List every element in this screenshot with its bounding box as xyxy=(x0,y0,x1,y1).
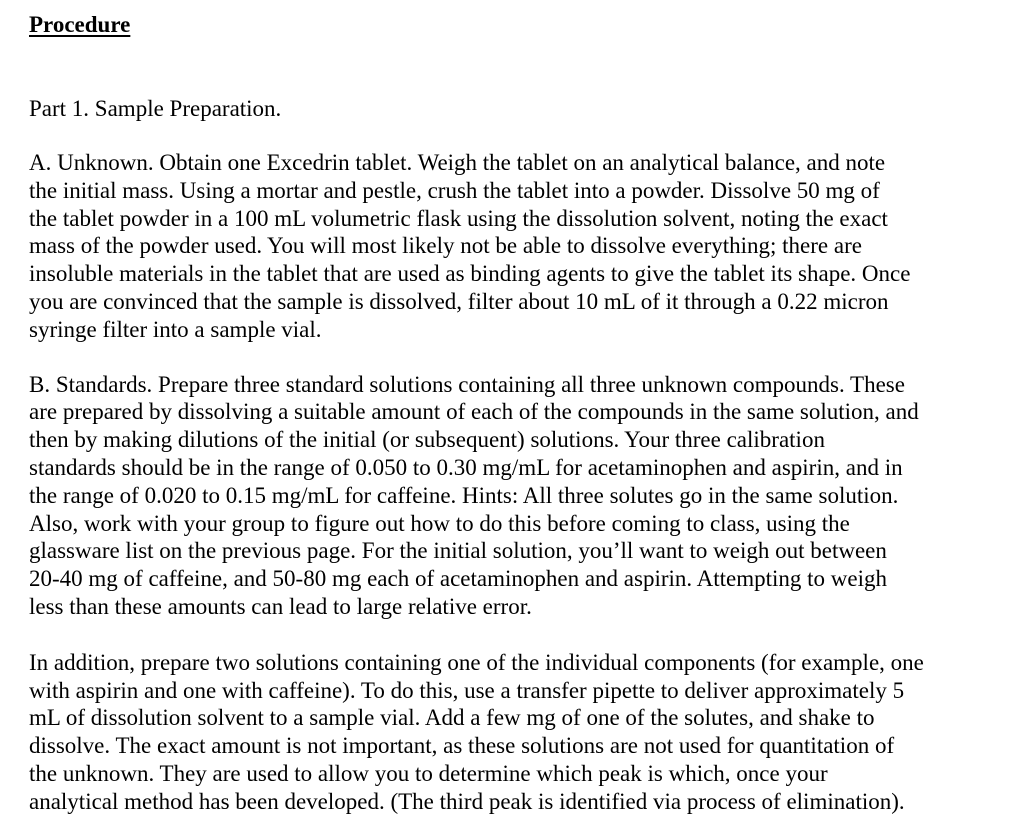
part-1-title: Part 1. Sample Preparation. xyxy=(29,96,282,121)
paragraph-line: glassware list on the previous page. For the initial solution, you’ll want to weigh out between xyxy=(29,538,887,564)
paragraph-line: 20-40 mg of caffeine, and 50-80 mg each of acetaminophen and aspirin. Attempting to weigh xyxy=(29,566,887,592)
paragraph-line: Also, work with your group to figure out how to do this before coming to class, using the xyxy=(29,510,850,536)
paragraph-line: the unknown. They are used to allow you to determine which peak is which, once your xyxy=(29,760,828,786)
paragraph-line: less than these amounts can lead to large relative error. xyxy=(29,593,532,619)
paragraph-line: then by making dilutions of the initial (or subsequent) solutions. Your three calibration xyxy=(29,427,825,453)
paragraph-line: with aspirin and one with caffeine). To do this, use a transfer pipette to deliver approximately 5 xyxy=(29,677,905,703)
paragraph-unknown xyxy=(29,149,1004,344)
paragraph-line: the tablet powder in a 100 mL volumetric flask using the dissolution solvent, noting the exact xyxy=(29,205,888,231)
paragraph-line: standards should be in the range of 0.050 to 0.30 mg/mL for acetaminophen and aspirin, and in xyxy=(29,454,903,480)
paragraph-line: B. Standards. Prepare three standard solutions containing all three unknown compounds. These xyxy=(29,371,905,397)
paragraph-line: you are convinced that the sample is dissolved, filter about 10 mL of it through a 0.22 micron xyxy=(29,288,889,314)
document-page xyxy=(29,9,1004,816)
paragraph-line: are prepared by dissolving a suitable amount of each of the compounds in the same solution, and xyxy=(29,399,919,425)
paragraph-line: insoluble materials in the tablet that are used as binding agents to give the tablet its shape. Once xyxy=(29,261,911,287)
paragraph-line: A. Unknown. Obtain one Excedrin tablet. Weigh the tablet on an analytical balance, and note xyxy=(29,150,886,175)
paragraph-standards xyxy=(29,371,1004,621)
procedure-heading: Procedure xyxy=(29,12,131,37)
paragraph-line: syringe filter into a sample vial. xyxy=(29,316,322,342)
paragraph-line: analytical method has been developed. (The third peak is identified via process of elimination). xyxy=(29,788,905,814)
paragraph-line: the range of 0.020 to 0.15 mg/mL for caffeine. Hints: All three solutes go in the same solution. xyxy=(29,482,899,508)
paragraph-line: mass of the powder used. You will most likely not be able to dissolve everything; there are xyxy=(29,233,862,259)
paragraph-line: mL of dissolution solvent to a sample vial. Add a few mg of one of the solutes, and shake to xyxy=(29,705,875,731)
paragraph-line: the initial mass. Using a mortar and pestle, crush the tablet into a powder. Dissolve 50 mg of xyxy=(29,177,880,203)
paragraph-line: In addition, prepare two solutions containing one of the individual components (for example, one xyxy=(29,649,924,675)
paragraph-line: dissolve. The exact amount is not important, as these solutions are not used for quantitation of xyxy=(29,733,895,759)
paragraph-individual-components xyxy=(29,649,1004,816)
